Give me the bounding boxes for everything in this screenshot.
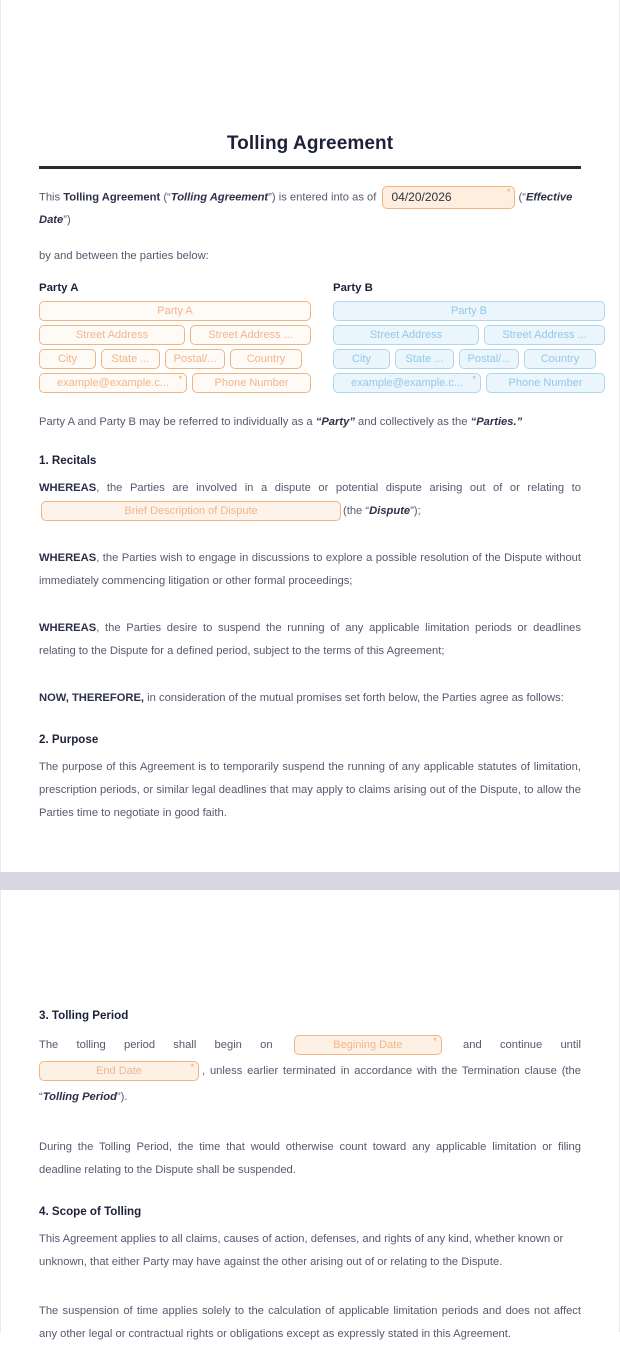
tolling-p1-start: The tolling period shall begin on [39, 1039, 291, 1052]
party-b-email-field[interactable] [333, 373, 481, 393]
parties-note-part1: Party A and Party B may be referred to individually as a [39, 416, 316, 429]
intro-suffix-open: (“ [518, 191, 526, 204]
party-a-email-placeholder: example@example.c... [56, 377, 170, 390]
party-a-street-row [39, 325, 311, 345]
end-date-field[interactable] [39, 1061, 199, 1081]
party-b-city-field[interactable]: City [333, 349, 390, 369]
party-a-contact-row [39, 373, 311, 393]
section-heading-scope-of-tolling: 4. Scope of Tolling [39, 1205, 142, 1219]
intro-agreement-term: Tolling Agreement [170, 191, 269, 204]
intro-bold-term: Tolling Agreement [63, 191, 161, 204]
parties-note-term-party: “Party” [315, 416, 355, 429]
whereas-label: WHEREAS [39, 482, 97, 495]
party-a-city-field[interactable]: City [39, 349, 96, 369]
page-top-margin [39, 0, 581, 133]
party-a-email-field[interactable] [39, 373, 187, 393]
party-b-locality-row [333, 349, 605, 369]
party-b-state-field[interactable]: State ... [395, 349, 454, 369]
recitals-now-therefore [39, 687, 581, 710]
beginning-date-placeholder: Begining Date [333, 1039, 403, 1052]
parties-note-part2: and collectively as the [354, 416, 471, 429]
effective-date-value: 04/20/2026 [391, 189, 452, 204]
required-asterisk-icon: * [506, 186, 511, 197]
party-a-name-field[interactable]: Party A [39, 301, 311, 321]
tolling-p1-tail: , unless earlier terminated in accordance with the Termination clause (the “ [39, 1065, 581, 1104]
recitals-p1-before: , the Parties are involved in a dispute or potential dispute arising out of or relating to [96, 482, 581, 495]
party-a-country-field[interactable]: Country [230, 349, 302, 369]
party-a-name-row [39, 301, 311, 321]
intro-paragraph [39, 186, 581, 232]
party-b-column [333, 282, 605, 397]
recitals-paragraph-1 [39, 477, 581, 523]
effective-date-term: Effective Date [39, 191, 573, 227]
scope-paragraph-2: The suspension of time applies solely to the calculation of applicable limitation periods and does not affect any other legal or contractual rights or obligations except as expressly stated in this Agreement. [39, 1305, 581, 1341]
parties-note-term-parties: “Parties.” [470, 416, 523, 429]
party-a-street1-field[interactable]: Street Address [39, 325, 185, 345]
parties-block [39, 282, 587, 397]
parties-reference-note [39, 411, 581, 434]
tolling-period-paragraph-2: During the Tolling Period, the time that would otherwise count toward any applicable limitation or filing deadline relating to the Dispute shall be suspended. [39, 1141, 581, 1177]
party-b-name-row [333, 301, 605, 321]
party-a-locality-row [39, 349, 311, 369]
title-divider [39, 166, 581, 169]
party-b-contact-row [333, 373, 605, 393]
intro-quoted-open: (“ [163, 191, 171, 204]
party-b-phone-field[interactable]: Phone Number [486, 373, 605, 393]
recitals-p1-after-open: (the “ [343, 505, 370, 518]
party-b-country-field[interactable]: Country [524, 349, 596, 369]
scope-paragraph-1: This Agreement applies to all claims, causes of action, defenses, and rights of any kind, whether known or unknown, that either Party may have against the other arising out of or relating to the Dispute. [39, 1233, 564, 1269]
required-asterisk-icon: * [190, 1062, 194, 1073]
section-heading-tolling-period: 3. Tolling Period [39, 1009, 129, 1022]
party-a-state-field[interactable]: State ... [101, 349, 160, 369]
recitals-p3-text: , the Parties desire to suspend the running of any applicable limitation periods or deadlines relating to the Dispute for a defined period, subject to the terms of this Agreement; [39, 622, 581, 658]
tolling-p1-end: ”). [116, 1091, 128, 1104]
intro-paragraph-line2: by and between the parties below: [39, 250, 209, 263]
tolling-period-paragraph-1 [39, 1032, 581, 1110]
party-a-column [39, 282, 311, 397]
party-b-label: Party B [333, 282, 373, 295]
tolling-period-term: Tolling Period [42, 1091, 117, 1104]
effective-date-field[interactable] [382, 186, 515, 209]
party-a-phone-field[interactable]: Phone Number [192, 373, 311, 393]
intro-suffix-close: ”) [63, 214, 71, 227]
intro-middle: is entered into as of [275, 191, 380, 204]
whereas-label: WHEREAS [39, 552, 97, 565]
document-page-2 [0, 890, 620, 1341]
party-a-label: Party A [39, 282, 79, 295]
party-a-street2-field[interactable]: Street Address ... [190, 325, 311, 345]
dispute-term: Dispute [369, 505, 411, 518]
recitals-p2-text: , the Parties wish to engage in discussions to explore a possible resolution of the Dispute without immediately commencing litigation or other formal proceedings; [39, 552, 581, 588]
intro-quoted-close: ”) [268, 191, 276, 204]
dispute-description-field[interactable]: Brief Description of Dispute [41, 501, 341, 521]
recitals-p1-after-end: ”); [410, 505, 421, 518]
end-date-placeholder: End Date [96, 1065, 142, 1078]
section-heading-recitals: 1. Recitals [39, 454, 97, 468]
required-asterisk-icon: * [433, 1036, 437, 1047]
party-b-street-row [333, 325, 605, 345]
recitals-paragraph-2 [39, 547, 581, 593]
party-b-name-field[interactable]: Party B [333, 301, 605, 321]
party-b-email-placeholder: example@example.c... [350, 377, 464, 390]
now-therefore-label: NOW, THEREFORE, [39, 692, 145, 705]
page-title: Tolling Agreement [226, 133, 394, 154]
party-b-postal-field[interactable]: Postal/... [459, 349, 519, 369]
required-asterisk-icon: * [178, 374, 182, 385]
whereas-label: WHEREAS [39, 622, 97, 635]
party-b-street1-field[interactable]: Street Address [333, 325, 479, 345]
party-a-postal-field[interactable]: Postal/... [165, 349, 225, 369]
tolling-p1-mid: and continue until [444, 1039, 581, 1052]
beginning-date-field[interactable] [294, 1035, 442, 1055]
recitals-paragraph-3 [39, 617, 581, 663]
party-b-street2-field[interactable]: Street Address ... [484, 325, 605, 345]
intro-prefix: This [39, 191, 64, 204]
purpose-paragraph: The purpose of this Agreement is to temporarily suspend the running of any applicable statutes of limitation, prescription periods, or similar legal deadlines that may apply to claims arising out of the Dispute, to allow the Parties time to negotiate in good faith. [39, 761, 581, 820]
page-break-separator [0, 872, 620, 890]
required-asterisk-icon: * [472, 374, 476, 385]
page2-top-margin [39, 890, 581, 1008]
now-therefore-text: in consideration of the mutual promises set forth below, the Parties agree as follows: [144, 692, 564, 705]
section-heading-purpose: 2. Purpose [39, 733, 99, 747]
